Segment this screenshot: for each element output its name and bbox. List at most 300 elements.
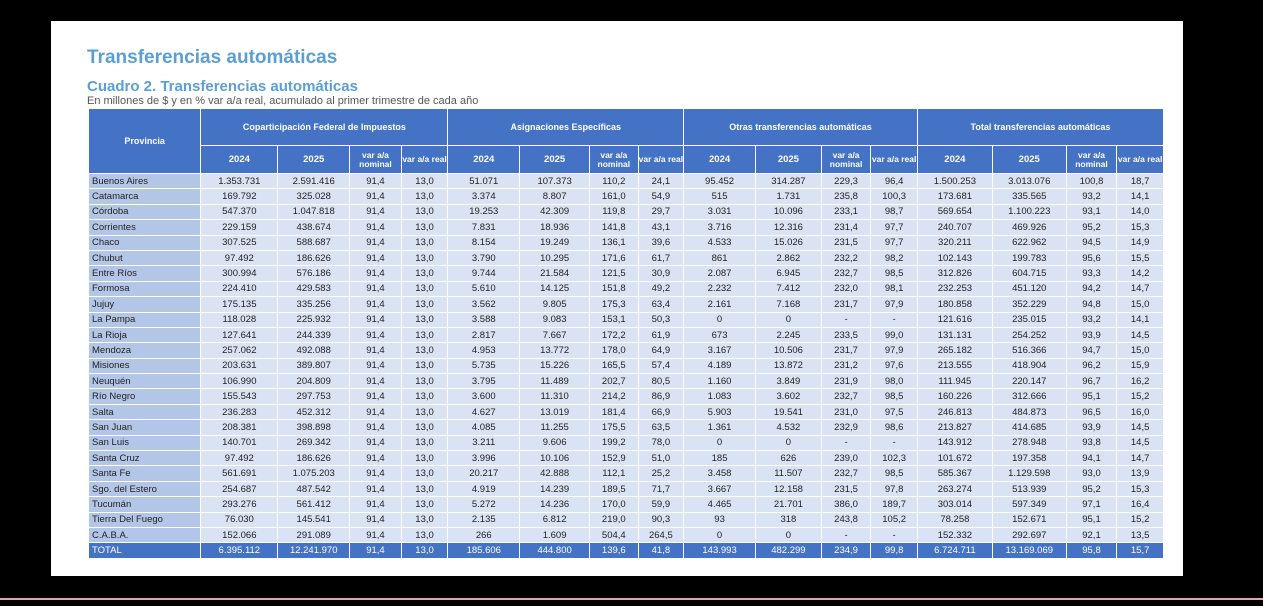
value-cell: 50,3	[639, 313, 684, 327]
real-header: var a/a real	[1117, 146, 1163, 173]
value-cell: 185.606	[448, 543, 519, 557]
value-cell: 19.249	[520, 236, 589, 250]
value-cell: 94,5	[1067, 236, 1117, 250]
value-cell: 12.158	[756, 482, 821, 496]
value-cell: 13.019	[520, 405, 589, 419]
value-cell: 94,1	[1067, 451, 1117, 465]
value-cell: 232,7	[822, 266, 871, 280]
value-cell: 13,0	[402, 174, 448, 188]
value-cell: 15,0	[1117, 343, 1163, 357]
value-cell: 91,4	[350, 297, 401, 311]
nominal-header: var a/a nominal	[1067, 146, 1117, 173]
value-cell: 231,5	[822, 482, 871, 496]
year-header: 2025	[756, 146, 821, 173]
value-cell: 269.342	[278, 436, 349, 450]
value-cell: 21.584	[520, 266, 589, 280]
value-cell: 119,8	[590, 205, 638, 219]
value-cell: 243,8	[822, 513, 871, 527]
value-cell: 9.805	[520, 297, 589, 311]
value-cell: 10.106	[520, 451, 589, 465]
value-cell: 145.541	[278, 513, 349, 527]
value-cell: 312.826	[918, 266, 992, 280]
value-cell: 98,5	[871, 466, 917, 480]
value-cell: 13,0	[402, 405, 448, 419]
province-name: Santa Cruz	[89, 451, 200, 465]
real-header: var a/a real	[871, 146, 917, 173]
value-cell: 4.465	[684, 497, 755, 511]
table-row	[89, 328, 1163, 342]
value-cell: 314.287	[756, 174, 821, 188]
value-cell: 189,7	[871, 497, 917, 511]
value-cell: 213.555	[918, 359, 992, 373]
value-cell: 3.588	[448, 313, 519, 327]
document-page	[51, 21, 1183, 576]
value-cell: 153,1	[590, 313, 638, 327]
table-row	[89, 466, 1163, 480]
value-cell: 318	[756, 513, 821, 527]
value-cell: 42.309	[520, 205, 589, 219]
value-cell: 861	[684, 251, 755, 265]
value-cell: 452.312	[278, 405, 349, 419]
province-name: Santa Fe	[89, 466, 200, 480]
value-cell: 15,0	[1117, 297, 1163, 311]
value-cell: 165,5	[590, 359, 638, 373]
value-cell: 232,0	[822, 282, 871, 296]
value-cell: 91,4	[350, 251, 401, 265]
value-cell: -	[822, 313, 871, 327]
value-cell: 3.167	[684, 343, 755, 357]
value-cell: 229.159	[201, 220, 277, 234]
value-cell: 97,9	[871, 343, 917, 357]
value-cell: -	[871, 436, 917, 450]
table-row	[89, 513, 1163, 527]
value-cell: 6.945	[756, 266, 821, 280]
table-row	[89, 236, 1163, 250]
value-cell: 1.047.818	[278, 205, 349, 219]
value-cell: 13,0	[402, 436, 448, 450]
value-cell: 231,4	[822, 220, 871, 234]
value-cell: 91,4	[350, 513, 401, 527]
real-header: var a/a real	[402, 146, 448, 173]
value-cell: 199.783	[993, 251, 1066, 265]
value-cell: 13,0	[402, 359, 448, 373]
value-cell: 203.631	[201, 359, 277, 373]
value-cell: 91,4	[350, 436, 401, 450]
value-cell: 2.161	[684, 297, 755, 311]
value-cell: 91,4	[350, 189, 401, 203]
value-cell: 180.858	[918, 297, 992, 311]
value-cell: 11.489	[520, 374, 589, 388]
province-name: Mendoza	[89, 343, 200, 357]
group-header: Otras transferencias automáticas	[684, 109, 917, 145]
value-cell: 622.962	[993, 236, 1066, 250]
value-cell: 15,3	[1117, 482, 1163, 496]
table-row	[89, 266, 1163, 280]
value-cell: 257.062	[201, 343, 277, 357]
value-cell: 102.143	[918, 251, 992, 265]
value-cell: 91,4	[350, 389, 401, 403]
value-cell: 110,2	[590, 174, 638, 188]
value-cell: 91,4	[350, 497, 401, 511]
province-name: Catamarca	[89, 189, 200, 203]
value-cell: 3.013.076	[993, 174, 1066, 188]
value-cell: 235,8	[822, 189, 871, 203]
value-cell: 516.366	[993, 343, 1066, 357]
value-cell: 3.667	[684, 482, 755, 496]
value-cell: 42.888	[520, 466, 589, 480]
value-cell: 11.255	[520, 420, 589, 434]
value-cell: 14,0	[1117, 205, 1163, 219]
value-cell: 398.898	[278, 420, 349, 434]
value-cell: 547.370	[201, 205, 277, 219]
value-cell: 2.591.416	[278, 174, 349, 188]
value-cell: 100,8	[1067, 174, 1117, 188]
value-cell: 93,9	[1067, 420, 1117, 434]
value-cell: 30,9	[639, 266, 684, 280]
value-cell: 51.071	[448, 174, 519, 188]
value-cell: 91,4	[350, 420, 401, 434]
value-cell: 15,2	[1117, 513, 1163, 527]
value-cell: 93,9	[1067, 328, 1117, 342]
value-cell: 93,3	[1067, 266, 1117, 280]
value-cell: 189,5	[590, 482, 638, 496]
value-cell: 597.349	[993, 497, 1066, 511]
value-cell: 118.028	[201, 313, 277, 327]
value-cell: 98,1	[871, 282, 917, 296]
value-cell: 121,5	[590, 266, 638, 280]
province-name: Entre Ríos	[89, 266, 200, 280]
value-cell: 13,5	[1117, 528, 1163, 542]
value-cell: 246.813	[918, 405, 992, 419]
value-cell: 63,5	[639, 420, 684, 434]
value-cell: 155.543	[201, 389, 277, 403]
value-cell: 13,9	[1117, 466, 1163, 480]
page-title: Transferencias automáticas	[87, 47, 338, 68]
value-cell: 4.533	[684, 236, 755, 250]
value-cell: 7.168	[756, 297, 821, 311]
value-cell: 335.256	[278, 297, 349, 311]
value-cell: 487.542	[278, 482, 349, 496]
value-cell: 0	[684, 313, 755, 327]
value-cell: 93,2	[1067, 189, 1117, 203]
province-name: Sgo. del Estero	[89, 482, 200, 496]
value-cell: 95,8	[1067, 543, 1117, 557]
value-cell: 1.353.731	[201, 174, 277, 188]
province-name: Córdoba	[89, 205, 200, 219]
value-cell: 569.654	[918, 205, 992, 219]
value-cell: 15,9	[1117, 359, 1163, 373]
value-cell: 61,9	[639, 328, 684, 342]
value-cell: 105,2	[871, 513, 917, 527]
value-cell: 121.616	[918, 313, 992, 327]
value-cell: 1.100.223	[993, 205, 1066, 219]
value-cell: 14,7	[1117, 282, 1163, 296]
value-cell: 11.310	[520, 389, 589, 403]
value-cell: 3.790	[448, 251, 519, 265]
value-cell: 91,4	[350, 405, 401, 419]
value-cell: 12.316	[756, 220, 821, 234]
value-cell: 19.253	[448, 205, 519, 219]
value-cell: 484.873	[993, 405, 1066, 419]
value-cell: -	[822, 528, 871, 542]
value-cell: 414.685	[993, 420, 1066, 434]
value-cell: 93,8	[1067, 436, 1117, 450]
province-name: Jujuy	[89, 297, 200, 311]
value-cell: 93,1	[1067, 205, 1117, 219]
value-cell: 171,6	[590, 251, 638, 265]
value-cell: 13.169.069	[993, 543, 1066, 557]
value-cell: 234,9	[822, 543, 871, 557]
province-name: Salta	[89, 405, 200, 419]
value-cell: 4.085	[448, 420, 519, 434]
value-cell: 231,2	[822, 359, 871, 373]
value-cell: 4.919	[448, 482, 519, 496]
value-cell: 197.358	[993, 451, 1066, 465]
value-cell: 13,0	[402, 451, 448, 465]
value-cell: 78.258	[918, 513, 992, 527]
value-cell: 29,7	[639, 205, 684, 219]
value-cell: 1.075.203	[278, 466, 349, 480]
value-cell: 107.373	[520, 174, 589, 188]
value-cell: 5.903	[684, 405, 755, 419]
value-cell: 14,2	[1117, 266, 1163, 280]
value-cell: 15,2	[1117, 389, 1163, 403]
value-cell: 186.626	[278, 251, 349, 265]
value-cell: 169.792	[201, 189, 277, 203]
value-cell: 136,1	[590, 236, 638, 250]
value-cell: 173.681	[918, 189, 992, 203]
value-cell: 96,4	[871, 174, 917, 188]
value-cell: 91,4	[350, 451, 401, 465]
value-cell: 95.452	[684, 174, 755, 188]
value-cell: 63,4	[639, 297, 684, 311]
year-header: 2024	[448, 146, 519, 173]
value-cell: 18.936	[520, 220, 589, 234]
value-cell: 3.849	[756, 374, 821, 388]
value-cell: 231,5	[822, 236, 871, 250]
value-cell: 3.600	[448, 389, 519, 403]
value-cell: 25,2	[639, 466, 684, 480]
value-cell: 389.807	[278, 359, 349, 373]
value-cell: 335.565	[993, 189, 1066, 203]
value-cell: 13,0	[402, 420, 448, 434]
value-cell: 14,5	[1117, 328, 1163, 342]
province-name: Tierra Del Fuego	[89, 513, 200, 527]
year-header: 2025	[278, 146, 349, 173]
value-cell: 93,2	[1067, 313, 1117, 327]
value-cell: 2.087	[684, 266, 755, 280]
value-cell: 13,0	[402, 313, 448, 327]
value-cell: 86,9	[639, 389, 684, 403]
value-cell: 91,4	[350, 343, 401, 357]
year-header: 2025	[993, 146, 1066, 173]
province-header: Provincia	[89, 109, 200, 173]
value-cell: 91,4	[350, 282, 401, 296]
value-cell: 112,1	[590, 466, 638, 480]
province-name: Río Negro	[89, 389, 200, 403]
value-cell: 64,9	[639, 343, 684, 357]
value-cell: 181,4	[590, 405, 638, 419]
value-cell: 263.274	[918, 482, 992, 496]
value-cell: 175.135	[201, 297, 277, 311]
value-cell: 13.872	[756, 359, 821, 373]
value-cell: 95,2	[1067, 220, 1117, 234]
value-cell: 13,0	[402, 466, 448, 480]
province-name: TOTAL	[89, 543, 200, 557]
year-header: 2024	[201, 146, 277, 173]
value-cell: 513.939	[993, 482, 1066, 496]
value-cell: 95,1	[1067, 513, 1117, 527]
value-cell: 307.525	[201, 236, 277, 250]
value-cell: 170,0	[590, 497, 638, 511]
value-cell: 143.912	[918, 436, 992, 450]
value-cell: 4.953	[448, 343, 519, 357]
value-cell: 14.239	[520, 482, 589, 496]
value-cell: 225.932	[278, 313, 349, 327]
value-cell: 13,0	[402, 205, 448, 219]
value-cell: 13,0	[402, 266, 448, 280]
value-cell: 5.610	[448, 282, 519, 296]
province-name: Corrientes	[89, 220, 200, 234]
value-cell: 111.945	[918, 374, 992, 388]
value-cell: 91,4	[350, 266, 401, 280]
value-cell: 588.687	[278, 236, 349, 250]
value-cell: 41,8	[639, 543, 684, 557]
value-cell: 97.492	[201, 451, 277, 465]
value-cell: 178,0	[590, 343, 638, 357]
value-cell: 11.507	[756, 466, 821, 480]
value-cell: 236.283	[201, 405, 277, 419]
value-cell: 91,4	[350, 374, 401, 388]
value-cell: 325.028	[278, 189, 349, 203]
value-cell: 6.812	[520, 513, 589, 527]
value-cell: 14.125	[520, 282, 589, 296]
value-cell: 95,6	[1067, 251, 1117, 265]
value-cell: 99,0	[871, 328, 917, 342]
value-cell: 91,4	[350, 466, 401, 480]
value-cell: 2.245	[756, 328, 821, 342]
value-cell: 91,4	[350, 543, 401, 557]
value-cell: 0	[756, 528, 821, 542]
value-cell: 98,0	[871, 374, 917, 388]
value-cell: 0	[684, 528, 755, 542]
table-row	[89, 420, 1163, 434]
value-cell: 97,6	[871, 359, 917, 373]
value-cell: 232,2	[822, 251, 871, 265]
value-cell: 99,8	[871, 543, 917, 557]
value-cell: 7.667	[520, 328, 589, 342]
table-row	[89, 251, 1163, 265]
table-row	[89, 297, 1163, 311]
value-cell: 57,4	[639, 359, 684, 373]
value-cell: 13.772	[520, 343, 589, 357]
value-cell: 91,4	[350, 236, 401, 250]
value-cell: 127.641	[201, 328, 277, 342]
value-cell: 39,6	[639, 236, 684, 250]
value-cell: 91,4	[350, 482, 401, 496]
table-row	[89, 313, 1163, 327]
value-cell: 19.541	[756, 405, 821, 419]
value-cell: 429.583	[278, 282, 349, 296]
value-cell: 91,4	[350, 205, 401, 219]
value-cell: 297.753	[278, 389, 349, 403]
value-cell: 3.602	[756, 389, 821, 403]
value-cell: 320.211	[918, 236, 992, 250]
value-cell: 21.701	[756, 497, 821, 511]
table-row	[89, 436, 1163, 450]
table-row	[89, 282, 1163, 296]
value-cell: 3.795	[448, 374, 519, 388]
value-cell: 4.189	[684, 359, 755, 373]
value-cell: 93	[684, 513, 755, 527]
value-cell: 576.186	[278, 266, 349, 280]
province-name: Misiones	[89, 359, 200, 373]
value-cell: 43,1	[639, 220, 684, 234]
value-cell: 97,8	[871, 482, 917, 496]
value-cell: 266	[448, 528, 519, 542]
value-cell: 515	[684, 189, 755, 203]
table-row	[89, 189, 1163, 203]
value-cell: 10.096	[756, 205, 821, 219]
value-cell: 303.014	[918, 497, 992, 511]
table-row	[89, 497, 1163, 511]
value-cell: 152,9	[590, 451, 638, 465]
value-cell: 97,1	[1067, 497, 1117, 511]
table-row	[89, 482, 1163, 496]
value-cell: 3.374	[448, 189, 519, 203]
value-cell: 13,0	[402, 389, 448, 403]
value-cell: 229,3	[822, 174, 871, 188]
value-cell: 106.990	[201, 374, 277, 388]
value-cell: 13,0	[402, 482, 448, 496]
value-cell: 254.252	[993, 328, 1066, 342]
value-cell: 59,9	[639, 497, 684, 511]
value-cell: 160.226	[918, 389, 992, 403]
value-cell: 3.996	[448, 451, 519, 465]
value-cell: 16,4	[1117, 497, 1163, 511]
value-cell: 13,0	[402, 297, 448, 311]
province-name: La Rioja	[89, 328, 200, 342]
value-cell: 239,0	[822, 451, 871, 465]
value-cell: 13,0	[402, 343, 448, 357]
value-cell: 1.609	[520, 528, 589, 542]
value-cell: 71,7	[639, 482, 684, 496]
value-cell: 13,0	[402, 513, 448, 527]
nominal-header: var a/a nominal	[350, 146, 401, 173]
value-cell: 98,2	[871, 251, 917, 265]
table-row	[89, 220, 1163, 234]
value-cell: 2.862	[756, 251, 821, 265]
value-cell: 231,0	[822, 405, 871, 419]
value-cell: 98,5	[871, 389, 917, 403]
value-cell: 232,7	[822, 466, 871, 480]
value-cell: 97.492	[201, 251, 277, 265]
value-cell: 172,2	[590, 328, 638, 342]
province-name: Chaco	[89, 236, 200, 250]
value-cell: 9.083	[520, 313, 589, 327]
value-cell: 13,0	[402, 528, 448, 542]
value-cell: 219,0	[590, 513, 638, 527]
value-cell: 8.154	[448, 236, 519, 250]
value-cell: 492.088	[278, 343, 349, 357]
value-cell: 76.030	[201, 513, 277, 527]
nominal-header: var a/a nominal	[822, 146, 871, 173]
value-cell: 54,9	[639, 189, 684, 203]
value-cell: 418.904	[993, 359, 1066, 373]
value-cell: 240.707	[918, 220, 992, 234]
value-cell: 8.807	[520, 189, 589, 203]
province-name: Buenos Aires	[89, 174, 200, 188]
